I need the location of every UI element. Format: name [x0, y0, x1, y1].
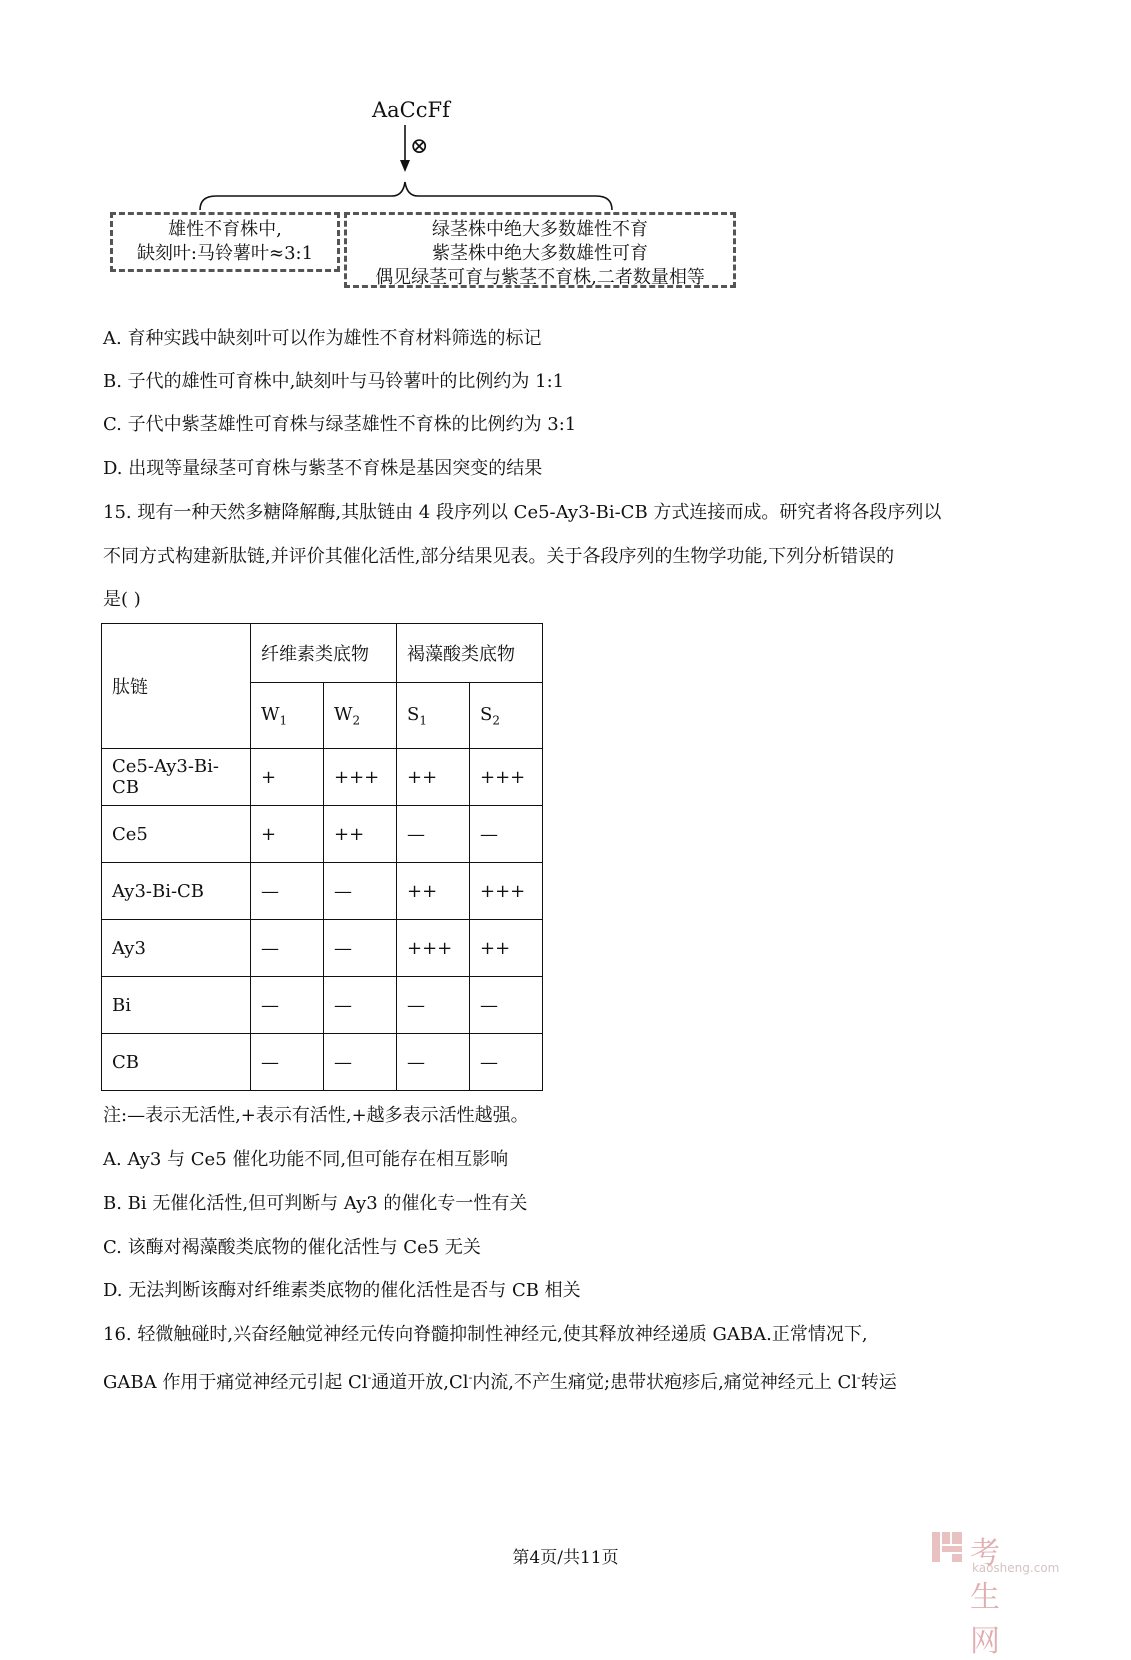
- q16-text-part: 转运: [860, 1372, 897, 1393]
- table-row: [102, 920, 543, 977]
- superscript-minus: -: [468, 1371, 473, 1384]
- activity-cell: —: [324, 863, 397, 920]
- male-sterile-box: [110, 212, 340, 272]
- q16-text-part: GABA 作用于痛觉神经元引起 Cl: [103, 1372, 368, 1393]
- activity-cell: ++: [470, 920, 543, 977]
- activity-table: [101, 623, 543, 1091]
- sub-header-cell: $S_1$: [397, 683, 470, 749]
- genetic-cross-diagram: [0, 0, 1131, 320]
- activity-cell: ++: [324, 806, 397, 863]
- activity-cell: —: [470, 1034, 543, 1091]
- activity-cell: —: [251, 920, 324, 977]
- table-row: [102, 1034, 543, 1091]
- q16-text-part: 内流,不产生痛觉;患带状疱疹后,痛觉神经元上 Cl: [472, 1372, 858, 1393]
- q14-option-b: B. 子代的雄性可育株中,缺刻叶与马铃薯叶的比例约为 1:1: [103, 371, 565, 392]
- sub-header-cell: $W_2$: [324, 683, 397, 749]
- sub-header-cell: $S_2$: [470, 683, 543, 749]
- activity-cell: +++: [470, 749, 543, 806]
- selfing-symbol: ⊗: [410, 134, 429, 159]
- table-row: [102, 749, 543, 806]
- activity-cell: —: [470, 806, 543, 863]
- activity-cell: —: [470, 977, 543, 1034]
- left-box-line: 雄性不育株中,: [168, 219, 282, 240]
- stem-color-box: [344, 212, 736, 288]
- activity-cell: +++: [470, 863, 543, 920]
- right-box-line: 绿茎株中绝大多数雄性不育: [432, 219, 648, 240]
- activity-cell: ++: [397, 863, 470, 920]
- q16-text-part: 通道开放,Cl: [371, 1372, 469, 1393]
- activity-cell: +++: [397, 920, 470, 977]
- peptide-name-cell: Ce5-Ay3-Bi-CB: [102, 749, 251, 806]
- q16-stem-line: 16. 轻微触碰时,兴奋经触觉神经元传向脊髓抑制性神经元,使其释放神经递质 GABA.正常情况下,: [103, 1324, 868, 1345]
- activity-cell: —: [324, 1034, 397, 1091]
- parent-genotype: AaCcFf: [372, 98, 450, 122]
- right-box-line: 紫茎株中绝大多数雄性可育: [432, 243, 648, 264]
- activity-cell: —: [397, 806, 470, 863]
- q14-option-a: A. 育种实践中缺刻叶可以作为雄性不育材料筛选的标记: [103, 328, 542, 349]
- peptide-name-cell: Ce5: [102, 806, 251, 863]
- watermark-logo-icon: [930, 1530, 964, 1564]
- activity-cell: —: [397, 977, 470, 1034]
- activity-cell: —: [251, 1034, 324, 1091]
- page-number: 第4页/共11页: [512, 1548, 619, 1568]
- activity-cell: +++: [324, 749, 397, 806]
- activity-cell: +: [251, 749, 324, 806]
- group-header-cellulose: 纤维素类底物: [251, 624, 397, 683]
- q15-option-b: B. Bi 无催化活性,但可判断与 Ay3 的催化专一性有关: [103, 1193, 528, 1214]
- activity-cell: —: [251, 863, 324, 920]
- watermark-url: kaosheng.com: [972, 1561, 1060, 1575]
- left-box-line: 缺刻叶:马铃薯叶≈3:1: [136, 243, 314, 264]
- q15-option-c: C. 该酶对褐藻酸类底物的催化活性与 Ce5 无关: [103, 1237, 481, 1258]
- table-row: [102, 977, 543, 1034]
- activity-cell: +: [251, 806, 324, 863]
- superscript-minus: -: [857, 1371, 861, 1384]
- row-header-cell: 肽链: [102, 624, 251, 749]
- activity-cell: ++: [397, 749, 470, 806]
- superscript-minus: -: [367, 1371, 372, 1384]
- activity-cell: —: [324, 977, 397, 1034]
- peptide-name-cell: Ay3-Bi-CB: [102, 863, 251, 920]
- activity-cell: —: [397, 1034, 470, 1091]
- q14-option-d: D. 出现等量绿茎可育株与紫茎不育株是基因突变的结果: [103, 458, 543, 479]
- table-row: [102, 863, 543, 920]
- peptide-name-cell: CB: [102, 1034, 251, 1091]
- watermark-name: 考生网: [970, 1536, 1002, 1659]
- group-header-alginate: 褐藻酸类底物: [397, 624, 543, 683]
- peptide-name-cell: Ay3: [102, 920, 251, 977]
- table-note: 注:—表示无活性,+表示有活性,+越多表示活性越强。: [103, 1105, 529, 1126]
- right-box-line: 偶见绿茎可育与紫茎不育株,二者数量相等: [375, 267, 705, 288]
- activity-cell: —: [324, 920, 397, 977]
- q15-option-d: D. 无法判断该酶对纤维素类底物的催化活性是否与 CB 相关: [103, 1280, 581, 1301]
- q15-option-a: A. Ay3 与 Ce5 催化功能不同,但可能存在相互影响: [103, 1149, 509, 1170]
- q15-stem-line: 15. 现有一种天然多糖降解酶,其肽链由 4 段序列以 Ce5-Ay3-Bi-CB 方式连接而成。研究者将各段序列以: [103, 502, 942, 523]
- activity-cell: —: [251, 977, 324, 1034]
- sub-header-cell: $W_1$: [251, 683, 324, 749]
- q14-option-c: C. 子代中紫茎雄性可育株与绿茎雄性不育株的比例约为 3:1: [103, 414, 577, 435]
- q15-stem-line: 是( ): [103, 589, 141, 610]
- q15-stem-line: 不同方式构建新肽链,并评价其催化活性,部分结果见表。关于各段序列的生物学功能,下列分析错误的: [103, 546, 895, 567]
- table-row: [102, 806, 543, 863]
- q16-stem-line: [103, 1365, 897, 1396]
- peptide-name-cell: Bi: [102, 977, 251, 1034]
